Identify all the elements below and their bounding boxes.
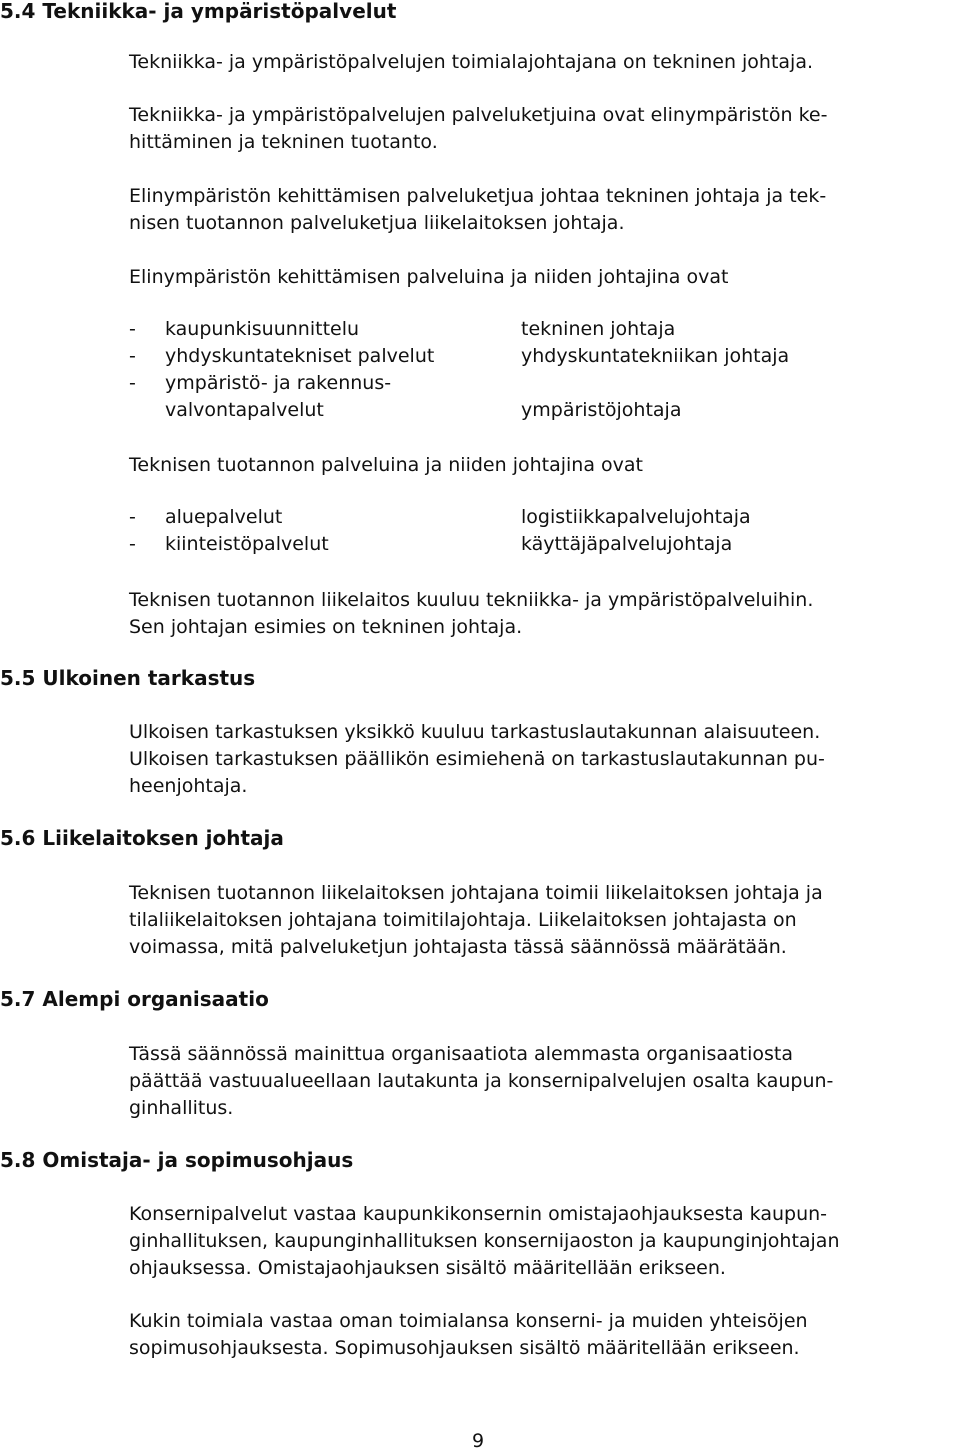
paragraph-ulkoinen-tarkastus-line-3: heenjohtaja. — [129, 775, 248, 797]
paragraph-liikelaitoksen-johtaja-line-3: voimassa, mitä palveluketjun johtajasta tässä säännössä määrätään. — [129, 936, 787, 958]
list-item-leader: ympäristöjohtaja — [521, 399, 682, 421]
paragraph-palveluketjut-line-1: Tekniikka- ja ympäristöpalvelujen palveluketjuina ovat elinympäristön ke- — [129, 104, 828, 126]
paragraph-sopimusohjaus-line-1: Kukin toimiala vastaa oman toimialansa konserni- ja muiden yhteisöjen — [129, 1310, 808, 1332]
paragraph-alempi-organisaatio-line-3: ginhallitus. — [129, 1097, 234, 1119]
list-bullet: - — [129, 533, 136, 555]
paragraph-tekninen-tuotanto-palvelut-intro: Teknisen tuotannon palveluina ja niiden johtajina ovat — [129, 454, 643, 476]
list-item-service: yhdyskuntatekniset palvelut — [165, 345, 435, 367]
list-item-service: ympäristö- ja rakennus- — [165, 372, 392, 394]
paragraph-liikelaitos-line-1: Teknisen tuotannon liikelaitos kuuluu tekniikka- ja ympäristöpalveluihin. — [129, 589, 814, 611]
list-item-service-continued: valvontapalvelut — [165, 399, 324, 421]
paragraph-alempi-organisaatio-line-2: päättää vastuualueellaan lautakunta ja konsernipalvelujen osalta kaupun- — [129, 1070, 834, 1092]
section-heading-5-8: 5.8 Omistaja- ja sopimusohjaus — [0, 1148, 354, 1172]
list-item-service: aluepalvelut — [165, 506, 283, 528]
section-heading-5-4: 5.4 Tekniikka- ja ympäristöpalvelut — [0, 0, 397, 23]
paragraph-omistajaohjaus-line-2: ginhallituksen, kaupunginhallituksen konsernijaoston ja kaupunginjohtajan — [129, 1230, 840, 1252]
list-bullet: - — [129, 318, 136, 340]
list-bullet: - — [129, 372, 136, 394]
paragraph-elinymparisto-palvelut-intro: Elinympäristön kehittämisen palveluina ja niiden johtajina ovat — [129, 266, 729, 288]
paragraph-sopimusohjaus-line-2: sopimusohjauksesta. Sopimusohjauksen sisältö määritellään erikseen. — [129, 1337, 800, 1359]
paragraph-toimialajohtaja: Tekniikka- ja ympäristöpalvelujen toimialajohtajana on tekninen johtaja. — [129, 51, 814, 73]
section-heading-5-6: 5.6 Liikelaitoksen johtaja — [0, 826, 284, 850]
paragraph-omistajaohjaus-line-3: ohjauksessa. Omistajaohjauksen sisältö määritellään erikseen. — [129, 1257, 726, 1279]
paragraph-liikelaitos-line-2: Sen johtajan esimies on tekninen johtaja. — [129, 616, 523, 638]
page-number: 9 — [472, 1430, 485, 1452]
paragraph-liikelaitoksen-johtaja-line-1: Teknisen tuotannon liikelaitoksen johtajana toimii liikelaitoksen johtaja ja — [129, 882, 823, 904]
paragraph-ulkoinen-tarkastus-line-1: Ulkoisen tarkastuksen yksikkö kuuluu tarkastuslautakunnan alaisuuteen. — [129, 721, 821, 743]
paragraph-liikelaitoksen-johtaja-line-2: tilaliikelaitoksen johtajana toimitilajohtaja. Liikelaitoksen johtajasta on — [129, 909, 797, 931]
list-item-leader: logistiikkapalvelujohtaja — [521, 506, 751, 528]
list-bullet: - — [129, 506, 136, 528]
list-item-leader: yhdyskuntatekniikan johtaja — [521, 345, 790, 367]
section-heading-5-5: 5.5 Ulkoinen tarkastus — [0, 666, 256, 690]
paragraph-omistajaohjaus-line-1: Konsernipalvelut vastaa kaupunkikonsernin omistajaohjauksesta kaupun- — [129, 1203, 828, 1225]
paragraph-palveluketjut-line-2: hittäminen ja tekninen tuotanto. — [129, 131, 438, 153]
list-item-leader: käyttäjäpalvelujohtaja — [521, 533, 733, 555]
list-item-service: kiinteistöpalvelut — [165, 533, 329, 555]
paragraph-alempi-organisaatio-line-1: Tässä säännössä mainittua organisaatiota alemmasta organisaatiosta — [129, 1043, 794, 1065]
list-item-leader: tekninen johtaja — [521, 318, 676, 340]
paragraph-palveluketjun-johtajat-line-2: nisen tuotannon palveluketjua liikelaitoksen johtaja. — [129, 212, 625, 234]
paragraph-palveluketjun-johtajat-line-1: Elinympäristön kehittämisen palveluketjua johtaa tekninen johtaja ja tek- — [129, 185, 827, 207]
section-heading-5-7: 5.7 Alempi organisaatio — [0, 987, 269, 1011]
list-bullet: - — [129, 345, 136, 367]
list-item-service: kaupunkisuunnittelu — [165, 318, 360, 340]
paragraph-ulkoinen-tarkastus-line-2: Ulkoisen tarkastuksen päällikön esimiehenä on tarkastuslautakunnan pu- — [129, 748, 825, 770]
